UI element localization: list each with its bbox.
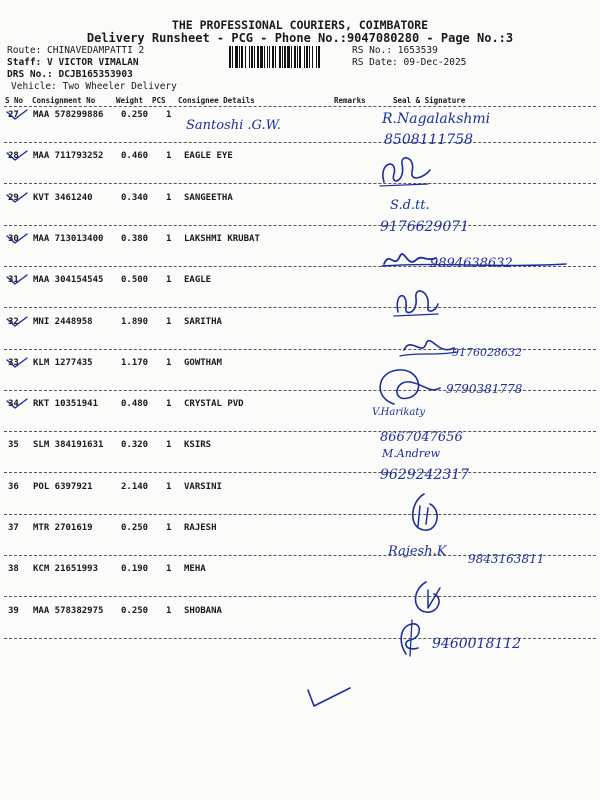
row35-seal-phone: 9629242317 — [380, 467, 470, 483]
row-consignee: EAGLE — [184, 275, 212, 286]
row34-seal-phone: 8667047656 — [380, 430, 463, 445]
col-weight: Weight — [116, 96, 144, 105]
row-consignment-no: MAA 713013400 — [33, 233, 104, 244]
checkmark-icon — [306, 686, 352, 712]
rs-date: RS Date: 09-Dec-2025 — [352, 57, 467, 68]
row-sno: 27 — [8, 110, 19, 120]
row-weight: 0.320 — [121, 440, 149, 451]
row-consignee: SHOBANA — [184, 605, 222, 616]
row-weight: 0.250 — [121, 523, 149, 533]
row-pcs: 1 — [166, 564, 172, 575]
row-weight: 1.890 — [121, 316, 149, 327]
row-consignment-no: MAA 578382975 — [33, 605, 104, 616]
rs-number: RS No.: 1653539 — [352, 45, 438, 56]
row-consignment-no: MTR 2701619 — [33, 523, 93, 533]
sno-tick-icon — [5, 356, 29, 370]
row-sno: 30 — [8, 233, 19, 244]
row-weight: 0.250 — [121, 605, 149, 616]
row-consignee: EAGLE EYE — [184, 151, 233, 162]
row-consignee: RAJESH — [184, 523, 217, 533]
sno-tick-icon — [5, 191, 29, 205]
row-divider — [4, 183, 596, 184]
row-sno: 31 — [8, 275, 19, 286]
row-consignment-no: KVT 3461240 — [33, 192, 93, 203]
row-consignee: VARSINI — [184, 481, 222, 492]
row-sno: 34 — [8, 399, 19, 410]
row-consignee: LAKSHMI KRUBAT — [184, 233, 260, 244]
row-divider — [4, 307, 596, 308]
row-consignment-no: MAA 578299886 — [33, 110, 104, 120]
company-title: THE PROFESSIONAL COURIERS, COIMBATORE — [171, 18, 429, 32]
sno-tick-icon — [5, 273, 29, 287]
row-sno: 35 — [8, 440, 19, 451]
row-consignment-no: MNI 2448958 — [33, 316, 93, 327]
row-weight: 0.480 — [121, 399, 149, 410]
col-pcs: PCS — [152, 96, 166, 105]
row-pcs: 1 — [166, 275, 172, 286]
row37-seal-phone: 9843163811 — [468, 552, 545, 566]
row28-signature-icon — [376, 152, 436, 192]
row-sno: 33 — [8, 357, 19, 368]
row38-signature-icon — [408, 578, 450, 618]
sno-tick-icon — [5, 397, 29, 411]
sno-tick-icon — [5, 108, 29, 122]
row27-seal-phone: 8508111758 — [384, 132, 474, 148]
row39-seal-phone: 9460018112 — [432, 636, 522, 652]
route-label: Route: CHINAVEDAMPATTI 2 — [7, 45, 145, 56]
col-consignment: Consignment No — [32, 96, 96, 105]
row-pcs: 1 — [166, 110, 172, 120]
row37-seal-name: Rajesh.K — [388, 544, 447, 559]
row30-seal-phone: 9894638632 — [430, 256, 513, 271]
sno-tick-icon — [5, 232, 29, 246]
row33-signature-icon — [374, 364, 444, 408]
row-sno: 36 — [8, 481, 19, 492]
row-pcs: 1 — [166, 399, 172, 410]
row27-consignee-handwriting: Santoshi .G.W. — [186, 118, 281, 133]
row-sno: 39 — [8, 605, 19, 616]
row-weight: 1.170 — [121, 357, 149, 368]
row-consignee: CRYSTAL PVD — [184, 399, 244, 410]
col-sno: S No — [5, 96, 24, 105]
row-pcs: 1 — [166, 357, 172, 368]
sno-tick-icon — [5, 315, 29, 329]
row-consignee: SARITHA — [184, 316, 222, 327]
row-divider — [4, 514, 596, 515]
row-pcs: 1 — [166, 192, 172, 203]
col-consignee: Consignee Details — [178, 96, 255, 105]
row27-seal-name: R.Nagalakshmi — [382, 111, 491, 127]
row-sno: 37 — [8, 523, 19, 533]
row-divider — [4, 596, 596, 597]
row-divider — [4, 431, 596, 432]
row33-seal-phone: 9790381778 — [446, 382, 523, 396]
row-consignment-no: MAA 711793252 — [33, 151, 104, 162]
row-sno: 28 — [8, 151, 19, 162]
header-rule — [4, 106, 596, 107]
row-consignment-no: SLM 384191631 — [33, 440, 104, 451]
row-consignee: GOWTHAM — [184, 357, 222, 368]
row34-seal-name: V.Harikaty — [372, 407, 426, 418]
row-consignment-no: KLM 1277435 — [33, 357, 93, 368]
row29-seal-name: S.d.tt. — [390, 198, 430, 213]
row30-strike-icon — [380, 258, 570, 272]
staff-label: Staff: V VICTOR VIMALAN — [7, 57, 139, 68]
vehicle-label: Vehicle: Two Wheeler Delivery — [11, 81, 177, 92]
row36-signature-icon — [400, 490, 446, 536]
row-pcs: 1 — [166, 233, 172, 244]
row-consignee: MEHA — [184, 564, 206, 575]
row-weight: 0.380 — [121, 233, 149, 244]
row-sno: 38 — [8, 564, 19, 575]
row-weight: 2.140 — [121, 481, 149, 492]
row-consignee: SANGEETHA — [184, 192, 233, 203]
row31-signature-icon — [392, 284, 442, 320]
row-weight: 0.340 — [121, 192, 149, 203]
col-remarks: Remarks — [334, 96, 366, 105]
row-sno: 32 — [8, 316, 19, 327]
row39-signature-icon — [392, 618, 432, 658]
col-seal-signature: Seal & Signature — [393, 96, 466, 105]
row-pcs: 1 — [166, 523, 172, 533]
sno-tick-icon — [5, 149, 29, 163]
row-consignment-no: POL 6397921 — [33, 481, 93, 492]
drs-label: DRS No.: DCJB165353903 — [7, 69, 133, 80]
row-weight: 0.500 — [121, 275, 149, 286]
row29-seal-phone: 9176629071 — [380, 219, 470, 235]
row35-seal-name: M.Andrew — [382, 447, 441, 460]
row-weight: 0.460 — [121, 151, 149, 162]
row-divider — [4, 142, 596, 143]
row-pcs: 1 — [166, 316, 172, 327]
row-pcs: 1 — [166, 151, 172, 162]
row-weight: 0.190 — [121, 564, 149, 575]
row-weight: 0.250 — [121, 110, 149, 120]
row32-seal-phone: 9176028632 — [452, 346, 522, 359]
barcode-image — [228, 46, 350, 68]
row-consignee: KSIRS — [184, 440, 212, 451]
row-pcs: 1 — [166, 605, 172, 616]
row-divider — [4, 225, 596, 226]
row-pcs: 1 — [166, 481, 172, 492]
row-pcs: 1 — [166, 440, 172, 451]
row-divider — [4, 472, 596, 473]
row-consignment-no: KCM 21651993 — [33, 564, 99, 575]
row32-signature-icon — [398, 326, 458, 362]
row-consignment-no: RKT 10351941 — [33, 399, 99, 410]
row-sno: 29 — [8, 192, 19, 203]
row-consignment-no: MAA 304154545 — [33, 275, 104, 286]
runsheet-subtitle: Delivery Runsheet - PCG - Phone No.:9047080280 - Page No.:3 — [86, 31, 514, 45]
